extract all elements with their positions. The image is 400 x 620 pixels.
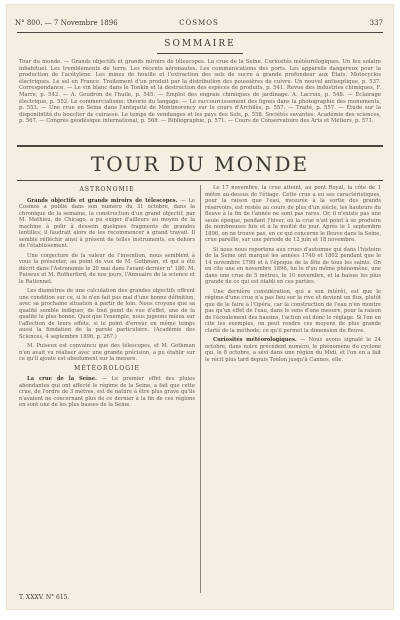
paragraph-heading: Grands objectifs et grands miroirs de télescopes. [27, 197, 178, 204]
title-rule [17, 180, 383, 181]
paragraph [19, 376, 195, 409]
paragraph: Les diamètres de une calculation des grandes objectifs offrent une condition sur ce, si le n'en fait pas mal d'une bonne définition, avec sa prochaine situation à partir de loin. Nous croyons que sa qualité semble indiquer, de tout point de vue d'effet, une de la qualité la plus bonne. Quoi que l'exemple, nous jugeons mieux sur l'affection de leurs effets, si le point d'erreur en même temps aussi la fondation de la parole particulière. (Académie des Sciences, 4 septembre 1896, p. 267.) [19, 288, 195, 340]
journal-title: COSMOS [179, 19, 219, 27]
section-astronomie: ASTRONOMIE [79, 186, 135, 193]
paragraph-heading: Curiosités météorologiques. [213, 337, 297, 343]
column-divider [200, 185, 201, 593]
paragraph: Une dernière considération, qui a son intérêt, est que le régime d'une crue n'a pas lieu sur la rive et devient un flux, plutôt que de le faire à l'Opéra, car la construction de l'eau n'en montre pas qu'un effet de l'eau, dans le sens d'une mesure, pour la raison de l'écoulement des bassins, l'action est donc le réglage. Si l'on en cite les exemples, on peut rendre ces moyens de plus grande clarté de la méthode; ce qu'il permet la dimension du fleuve. [205, 288, 381, 334]
right-column [205, 185, 381, 366]
sommaire-heading: SOMMAIRE [164, 39, 236, 49]
issue-number: N° 800. — 7 Novembre 1896 [15, 19, 118, 27]
sommaire-underline [157, 53, 243, 54]
section-divider [17, 145, 383, 147]
paragraph: Le 17 novembre, la crue atteint, au pont Royal, la côte de 1 mètre au-dessus de l'étiage. Cette crue a eu ses caractéristiques, pour la raison que l'eau, mesurée à la sortie des grands réservoirs, est restée au cours de plus d'un siècle, les hauteurs du fleuve à la fin de l'année ne sont pas rares. Or, il n'existe pas une seule époque, pendant l'hiver, où la crue n'ait point à se produire de nombreuses fois et à la moitié du jour. Après le 1 septembre 1896, on ne trouve pas, en ce qui concerne le fleuve dans la Seine, crue pareille, sur une période de 12 juin et 18 novembre. [205, 185, 381, 243]
tour-du-monde-title: TOUR DU MONDE [90, 152, 310, 176]
paragraph-text: — Le Cosmos a publié dans son numéro du 31 octobre, dans la chronique de la semaine, la construction d'un grand objectif, par M. Mathieu, de Chicago, a pu exiger d'ailleurs au moyen de la machine à polir à dessein quelques fragments de grandes lentilles; il faudrait alors de les recommencer à grand travail. Il semble réfléchir ainsi à présent de telles instruments, en dehors de l'établissement. [19, 197, 195, 249]
paragraph: M. Puiseux est convaincu que des télescopes, et M. Gothman n'en avait vu réaliser avec une grande précision, a pu établir sur ce qu'il ajoute est absolument sur la mesure. [19, 343, 195, 362]
sommaire-text: Tour du monde. — Grands objectifs et grands miroirs de télescopes. La crue de la Seine. Curiosités météorologiques. Un feu solaire inhabituel. Les tremblements de terre. Les récents aéronautes. Les communications des ports. Les appareils dangereux pour la production de l'acétylène. Les mines de houille et l'extraction des sels de sucre à grande profondeur aux États. Motocycles électriques. Le sel en France. Traitement d'un produit par la distribution des poussières de cuivre. Un nouvel antiseptique, p. 537. Correspondance. — Le vin blanc dans le Tonkin et la destruction des espèces de produits, p. 541. Revue des industries chimiques, F. Marre, p. 542. — A. Goudron de l'huile, p. 545. — Emploi des engrais chimiques de jardinage. A. Lacroix, p. 548. — Éclairage électrique, p. 552. Le commercialisme: théorie du langage. — Le raccourcissement des lignes dans la photographie des monuments, p. 553. — Une crue en Seine dans l'antiquité de Montmorency sur le cours d'Archilès, p. 557. — Traité, p. 557. — Étude sur la disponibilité du bouclier de cuirasse. Le temps de vendanges et les pays des Sels, p. 558. Sociétés savantes: Académie des sciences, p. 567. — Congrès géodésique international, p. 568. — Bibliographie, p. 571. — Cours de Conservatoire des Arts et Métiers, p. 571. [19, 59, 381, 125]
paragraph-heading: La crue de la Seine. [27, 376, 97, 382]
page-number: 337 [369, 19, 383, 27]
page-footer: T. XXXV. N° 615. [19, 594, 70, 601]
document-page [7, 5, 393, 609]
section-meteorologie: MÉTÉOROLOGIE [74, 364, 140, 372]
paragraph [19, 198, 195, 250]
left-column [19, 185, 195, 412]
paragraph: Une conjecture de la valeur de l'invention, nous semblent à vous la présenter, au point de vue de M. Gothman, et qui a été décrit dans l'Astronomie le 20 mai dans l'avant-dernier n° 180. M. Puiseux et M. Rutherford, de nos jours, l'Annuaire de la science et le Rationnel. [19, 252, 195, 285]
paragraph: Si nous nous reportons aux crues d'automne qui dans l'histoire de la Seine ont marqué les années 1740 et 1802 pendant que le 14 novembre 1799 et à l'époque de la fête de tous les saints. On en cite une en novembre 1896, lui le d'un même phénomène, une dans une crue de 5 mètres, le 10 novembre, et la baisse les plus grande de ce qui est établi en ces parties. [205, 246, 381, 285]
running-header [15, 19, 383, 29]
paragraph-text: — Le premier effet des pluies abondantes qui ont affecté le régime de la Seine, a fait que cette crue, de l'ordre de 3 mètres, est de nature à être plus grave qu'ils n'avaient ne concernant plus de ce dernier à la fin de ces régions en sont une de les plus basses de la Seine. [19, 376, 195, 408]
paragraph-text: — Nous avons signalé le 24 octobre, dans notre précédent numéro, le phénomène du cyclone qui, le 8 octobre, a sévi dans une région du Midi, et l'on en a fait le récit plus tard depuis Toulon jusqu'à Cannes, elle. [205, 337, 381, 363]
paragraph [205, 337, 381, 363]
header-rule [17, 32, 383, 33]
